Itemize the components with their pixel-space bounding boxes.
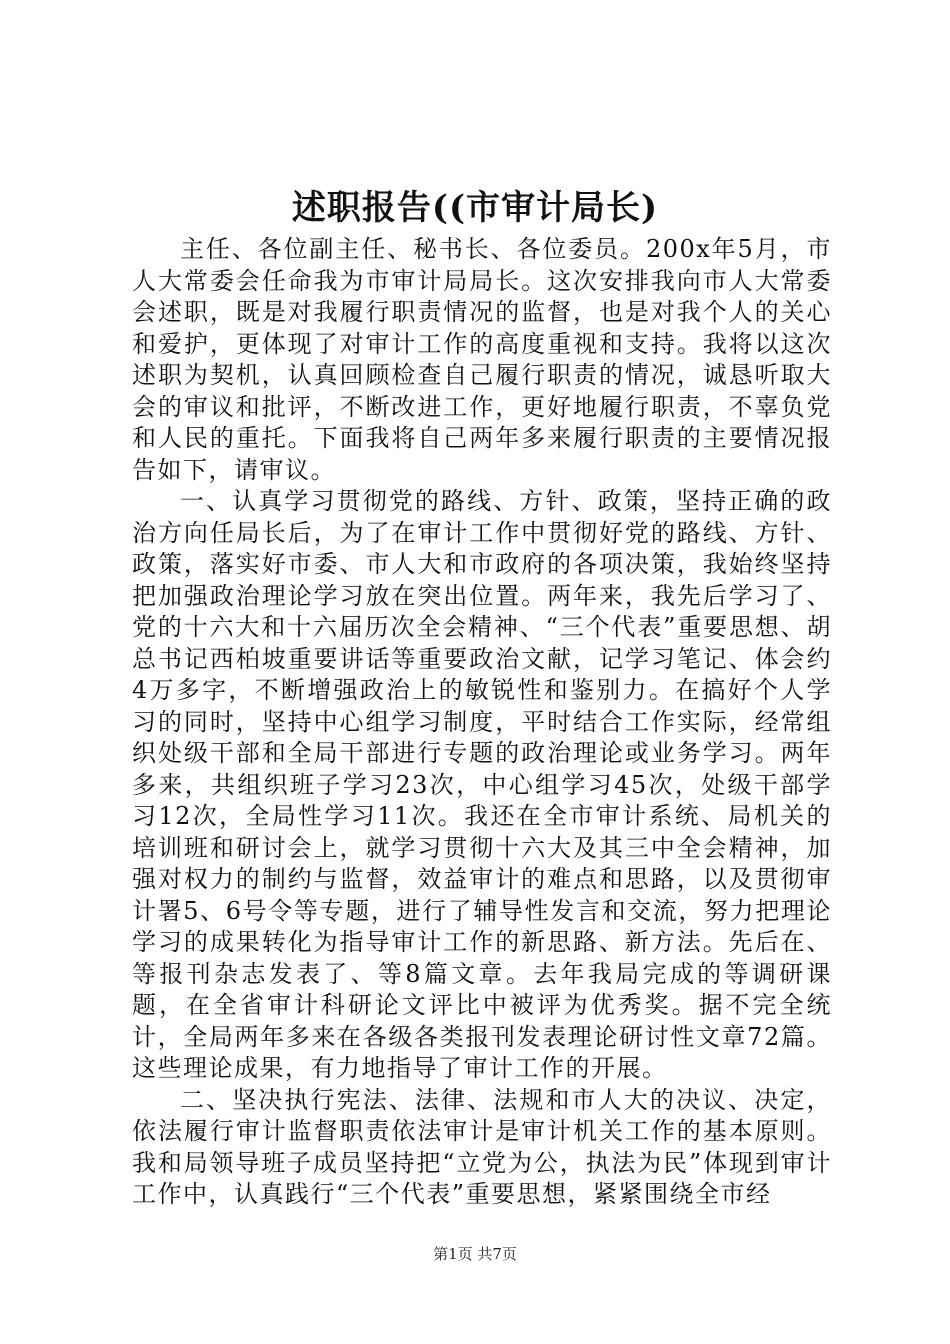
document-title: 述职报告((市审计局长) (291, 188, 659, 228)
paragraph-section-two: 二、坚决执行宪法、法律、法规和市人大的决议、决定，依法履行审计监督职责依法审计是审计机关工作的基本原则。我和局领导班子成员坚持把“立党为公，执法为民”体现到审计工作中，认真践行“三个代表”重要思想，紧紧围绕全市经 (132, 1085, 832, 1208)
paragraph-section-one: 一、认真学习贯彻党的路线、方针、政策，坚持正确的政治方向任局长后，为了在审计工作中贯彻好党的路线、方针、政策，落实好市委、市人大和市政府的各项决策，我始终坚持把加强政治理论学习放在突出位置。两年来，我先后学习了、党的十六大和十六届历次全会精神、“三个代表”重要思想、胡总书记西柏坡重要讲话等重要政治文献，记学习笔记、体会约4万多字，不断增强政治上的敏锐性和鉴别力。在搞好个人学习的同时，坚持中心组学习制度，平时结合工作实际，经常组织处级干部和全局干部进行专题的政治理论或业务学习。两年多来，共组织班子学习23次，中心组学习45次，处级干部学习12次，全局性学习11次。我还在全市审计系统、局机关的培训班和研讨会上，就学习贯彻十六大及其三中全会精神，加强对权力的制约与监督，效益审计的难点和思路，以及贯彻审计署5、6号令等专题，进行了辅导性发言和交流，努力把理论学习的成果转化为指导审计工作的新思路、新方法。先后在、等报刊杂志发表了、等8篇文章。去年我局完成的等调研课题，在全省审计科研论文评比中被评为优秀奖。据不完全统计，全局两年多来在各级各类报刊发表理论研讨性文章72篇。这些理论成果，有力地指导了审计工作的开展。 (132, 487, 832, 1082)
document-body (132, 234, 832, 1211)
paragraph-opening: 主任、各位副主任、秘书长、各位委员。200x年5月，市人大常委会任命我为市审计局局长。这次安排我向市人大常委会述职，既是对我履行职责情况的监督，也是对我个人的关心和爱护，更体现了对审计工作的高度重视和支持。我将以这次述职为契机，认真回顾检查自己履行职责的情况，诚恳听取大会的审议和批评，不断改进工作，更好地履行职责，不辜负党和人民的重托。下面我将自己两年多来履行职责的主要情况报告如下，请审议。 (132, 235, 832, 484)
page-number-footer: 第1页 共7页 (433, 1245, 517, 1263)
